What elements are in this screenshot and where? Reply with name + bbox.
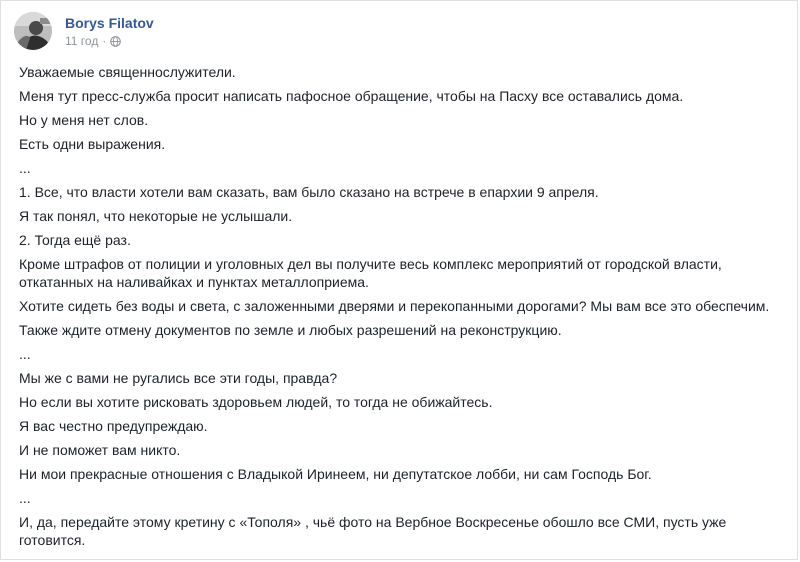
post-paragraph: Я так понял, что некоторые не услышали.	[19, 208, 293, 224]
post-header	[14, 11, 154, 51]
post-paragraph: И, да, передайте этому кретину с «Тополя» , чьё фото на Вербное Воскресенье обошло все СМИ, пусть уже готовится.	[19, 514, 727, 548]
post-meta	[65, 14, 154, 49]
post-paragraph: Меня тут пресс-служба просит написать пафосное обращение, чтобы на Пасху все оставались дома.	[19, 88, 684, 104]
post-paragraph: ...	[19, 160, 31, 176]
avatar[interactable]	[14, 12, 52, 50]
post-paragraph: И не поможет вам никто.	[19, 442, 181, 458]
post-subline	[65, 33, 154, 49]
post-paragraph: Также ждите отмену документов по земле и любых разрешений на реконструкцию.	[19, 322, 562, 338]
post-paragraph: ...	[19, 346, 31, 362]
post-body	[19, 63, 787, 555]
post-paragraph: Есть одни выражения.	[19, 136, 166, 152]
separator-dot: ·	[102, 33, 107, 48]
post-paragraph: Я вас честно предупреждаю.	[19, 418, 208, 434]
post-timestamp[interactable]: 11 год	[65, 33, 99, 48]
person-photo-avatar-icon	[14, 12, 52, 50]
post-paragraph: 2. Тогда ещё раз.	[19, 232, 131, 248]
post-paragraph: Но у меня нет слов.	[19, 112, 149, 128]
post-paragraph: Мы же с вами не ругались все эти годы, правда?	[19, 370, 338, 386]
post-paragraph: Хотите сидеть без воды и света, с заложенными дверями и перекопанными дорогами? Мы вам все это обеспечим.	[19, 298, 770, 314]
post-paragraph: Кроме штрафов от полиции и уголовных дел вы получите весь комплекс мероприятий от городской власти, откатанных на наливайках и пунктах металлоприема.	[19, 256, 722, 290]
post-paragraph: Уважаемые священнослужители.	[19, 64, 236, 80]
post-paragraph: 1. Все, что власти хотели вам сказать, вам было сказано на встрече в епархии 9 апреля.	[19, 184, 599, 200]
post-paragraph: Ни мои прекрасные отношения с Владыкой Иринеем, ни депутатское лобби, ни сам Господь Бог.	[19, 466, 652, 482]
author-name[interactable]: Borys Filatov	[65, 14, 154, 31]
post-paragraph: Но если вы хотите рисковать здоровьем людей, то тогда не обижайтесь.	[19, 394, 493, 410]
globe-icon[interactable]	[110, 35, 121, 46]
post-paragraph: ...	[19, 490, 31, 506]
